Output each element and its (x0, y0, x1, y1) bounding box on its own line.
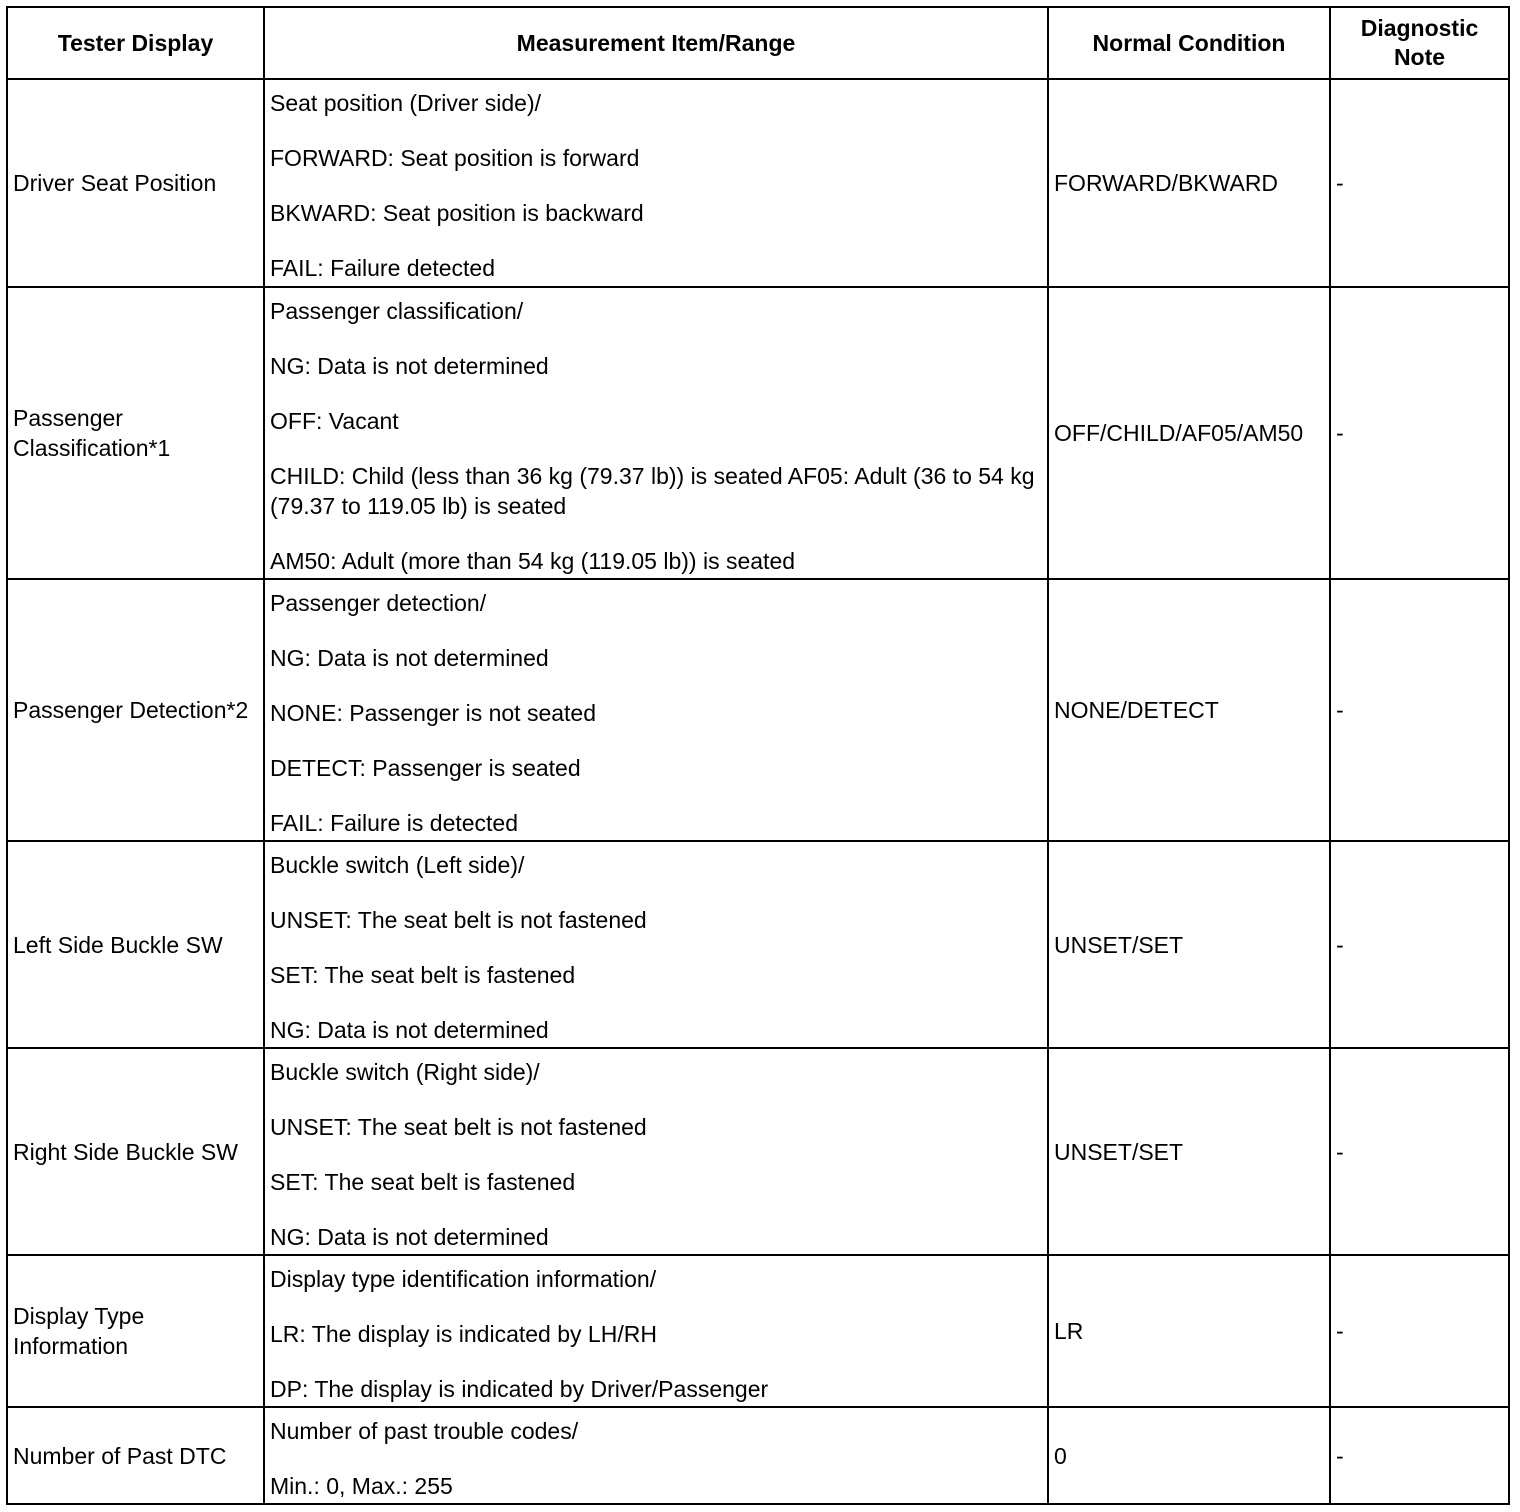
range-line: Seat position (Driver side)/ (270, 90, 541, 116)
range-line: FORWARD: Seat position is forward (270, 145, 640, 171)
table-row (7, 1407, 1509, 1504)
table-row (7, 1048, 1509, 1255)
range-line: SET: The seat belt is fastened (270, 962, 576, 988)
normal-condition-cell: NONE/DETECT (1048, 579, 1330, 841)
diagnostic-note-cell: - (1330, 1407, 1509, 1504)
range-line: DP: The display is indicated by Driver/Passenger (270, 1376, 769, 1402)
measurement-range-cell (264, 841, 1048, 1048)
range-line: FAIL: Failure detected (270, 255, 496, 281)
diagnostic-note-cell: - (1330, 287, 1509, 579)
tester-display-cell: Display Type Information (7, 1255, 264, 1407)
range-line: Passenger detection/ (270, 590, 487, 616)
header-diagnostic-note: Diagnostic Note (1330, 7, 1509, 79)
range-line: UNSET: The seat belt is not fastened (270, 907, 647, 933)
table-header-row (7, 7, 1509, 79)
table-row (7, 79, 1509, 287)
range-line: DETECT: Passenger is seated (270, 755, 581, 781)
range-line: FAIL: Failure is detected (270, 810, 519, 836)
range-line: BKWARD: Seat position is backward (270, 200, 644, 226)
range-line: Buckle switch (Left side)/ (270, 852, 525, 878)
measurement-range-cell (264, 1407, 1048, 1504)
normal-condition-cell: FORWARD/BKWARD (1048, 79, 1330, 287)
tester-display-cell: Number of Past DTC (7, 1407, 264, 1504)
range-line: LR: The display is indicated by LH/RH (270, 1321, 657, 1347)
range-line: NG: Data is not determined (270, 1017, 549, 1043)
tester-display-cell: Passenger Detection*2 (7, 579, 264, 841)
table-row (7, 287, 1509, 579)
range-line: Number of past trouble codes/ (270, 1418, 579, 1444)
range-line: Passenger classification/ (270, 298, 524, 324)
range-line: NG: Data is not determined (270, 1224, 549, 1250)
range-line: NG: Data is not determined (270, 645, 549, 671)
table-row (7, 841, 1509, 1048)
tester-display-cell: Right Side Buckle SW (7, 1048, 264, 1255)
measurement-range-cell (264, 1048, 1048, 1255)
normal-condition-cell: 0 (1048, 1407, 1330, 1504)
normal-condition-cell: UNSET/SET (1048, 841, 1330, 1048)
diagnostic-note-cell: - (1330, 79, 1509, 287)
range-line: NONE: Passenger is not seated (270, 700, 596, 726)
range-line: UNSET: The seat belt is not fastened (270, 1114, 647, 1140)
normal-condition-cell: OFF/CHILD/AF05/AM50 (1048, 287, 1330, 579)
measurement-range-cell (264, 579, 1048, 841)
range-line: AM50: Adult (more than 54 kg (119.05 lb)) is seated (270, 548, 796, 574)
header-tester-display: Tester Display (7, 7, 264, 79)
header-measurement-item-range: Measurement Item/Range (264, 7, 1048, 79)
measurement-range-cell (264, 1255, 1048, 1407)
diagnostic-note-cell: - (1330, 841, 1509, 1048)
range-line: OFF: Vacant (270, 408, 399, 434)
tester-display-cell: Driver Seat Position (7, 79, 264, 287)
measurement-range-cell (264, 287, 1048, 579)
header-normal-condition: Normal Condition (1048, 7, 1330, 79)
range-line: Min.: 0, Max.: 255 (270, 1473, 453, 1499)
normal-condition-cell: LR (1048, 1255, 1330, 1407)
tester-display-cell: Passenger Classification*1 (7, 287, 264, 579)
table-row (7, 579, 1509, 841)
diagnostic-note-cell: - (1330, 579, 1509, 841)
table-row (7, 1255, 1509, 1407)
range-line: SET: The seat belt is fastened (270, 1169, 576, 1195)
range-line: CHILD: Child (less than 36 kg (79.37 lb)) is seated AF05: Adult (36 to 54 kg (79.37 to 119.05 lb) is seated (270, 463, 1035, 519)
diagnostic-note-cell: - (1330, 1255, 1509, 1407)
measurement-range-cell (264, 79, 1048, 287)
range-line: Buckle switch (Right side)/ (270, 1059, 540, 1085)
diagnostic-note-cell: - (1330, 1048, 1509, 1255)
range-line: Display type identification information/ (270, 1266, 657, 1292)
data-list-table (6, 6, 1510, 1505)
tester-display-cell: Left Side Buckle SW (7, 841, 264, 1048)
range-line: NG: Data is not determined (270, 353, 549, 379)
normal-condition-cell: UNSET/SET (1048, 1048, 1330, 1255)
